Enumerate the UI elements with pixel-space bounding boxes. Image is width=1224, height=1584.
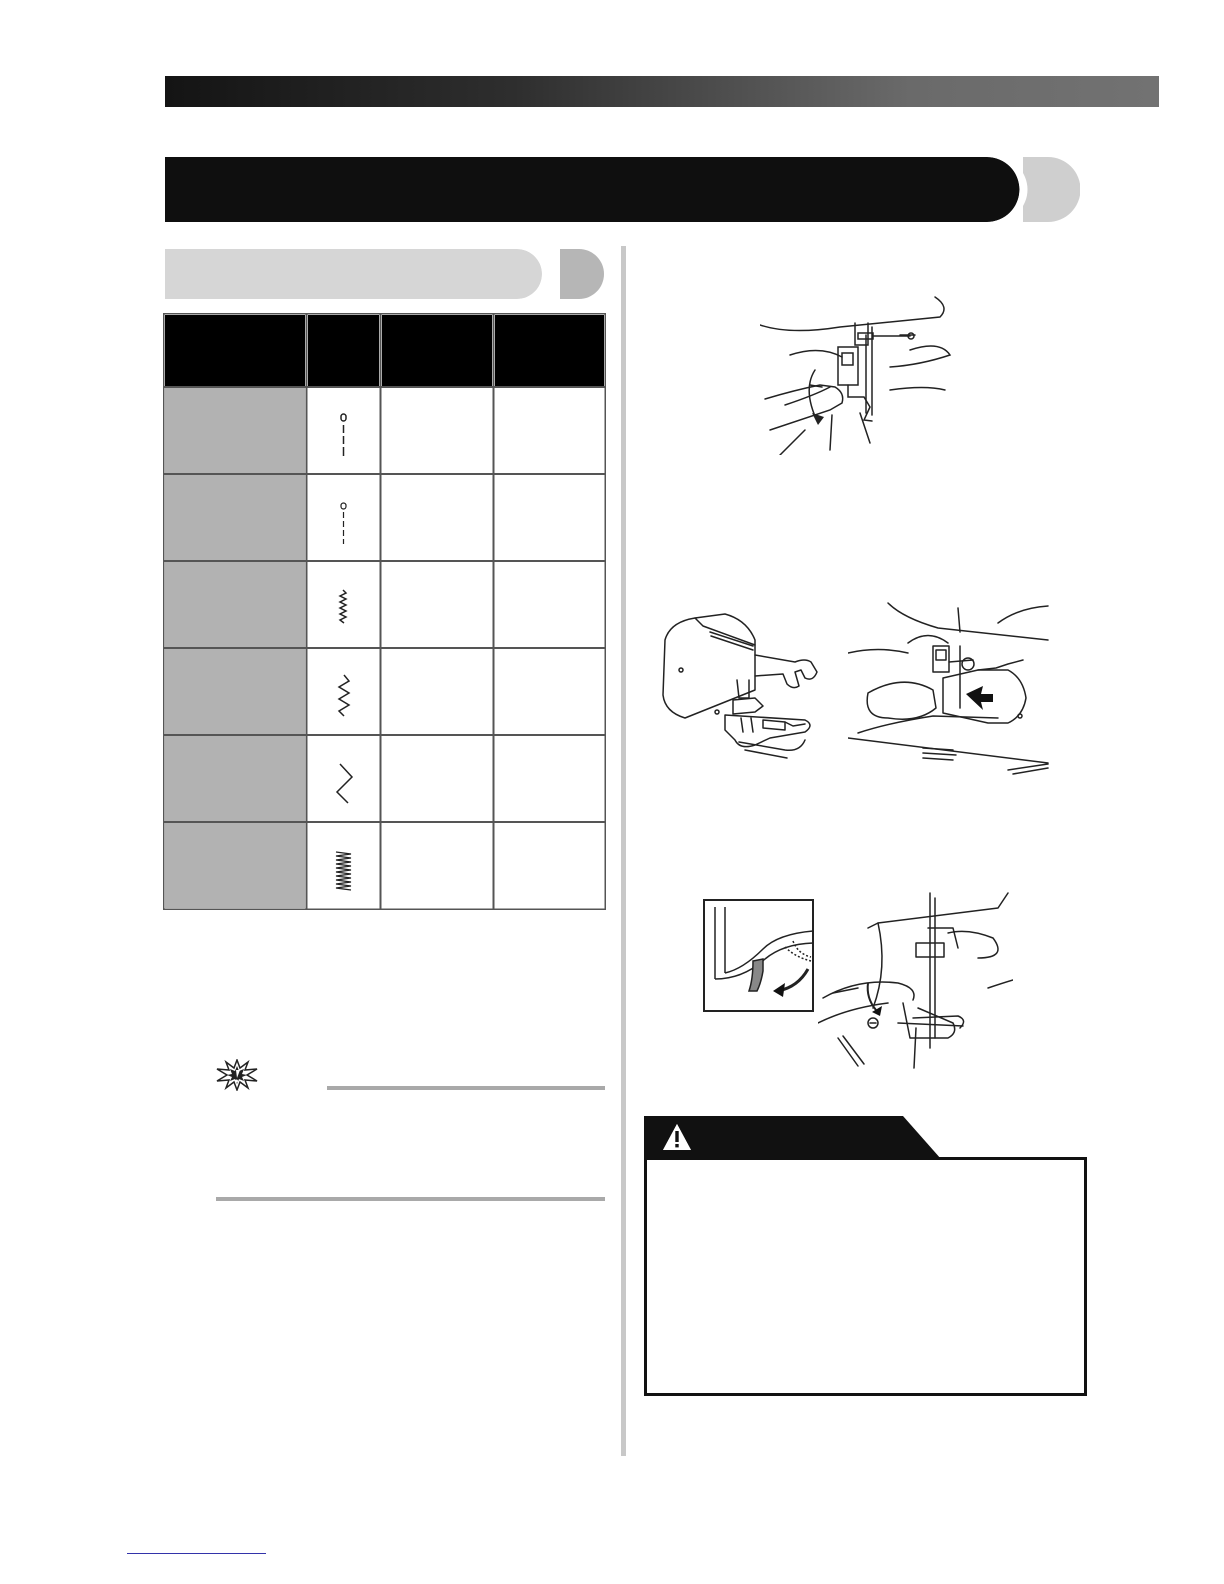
caution-box — [641, 1116, 1087, 1398]
column-divider — [621, 246, 626, 1456]
table-row-label-cell — [165, 388, 305, 473]
page-header-bar — [165, 76, 1159, 107]
subsection-banner — [165, 249, 604, 299]
lowering-presser-foot-illustration — [818, 888, 1013, 1073]
table-row-label-cell — [165, 736, 305, 821]
stitch-table — [163, 313, 606, 910]
section-banner — [165, 157, 1080, 222]
table-row-label-cell — [165, 562, 305, 647]
table-header-cell-1 — [165, 315, 305, 386]
table-header-cell-4 — [495, 315, 604, 386]
subsection-banner-body — [165, 249, 542, 299]
section-banner-cap — [1023, 157, 1080, 222]
subsection-banner-cap — [560, 249, 604, 299]
table-header-cell-2 — [308, 315, 379, 386]
attaching-walking-foot-illustration — [848, 598, 1053, 778]
table-row-label-cell — [165, 649, 305, 734]
presser-lever-inset-illustration — [703, 899, 814, 1012]
presser-foot-lever-illustration — [760, 295, 960, 455]
section-banner-body — [165, 157, 1020, 222]
important-rule-top — [327, 1086, 605, 1090]
walking-foot-illustration — [655, 600, 825, 775]
table-header-cell-3 — [382, 315, 492, 386]
important-rule-bottom — [216, 1197, 605, 1201]
caution-frame — [644, 1157, 1087, 1396]
warning-triangle-icon — [663, 1124, 691, 1152]
important-starburst-icon — [215, 1059, 259, 1091]
footer-link-underline — [127, 1553, 266, 1554]
table-row-label-cell — [165, 823, 305, 908]
table-row-label-cell — [165, 475, 305, 560]
